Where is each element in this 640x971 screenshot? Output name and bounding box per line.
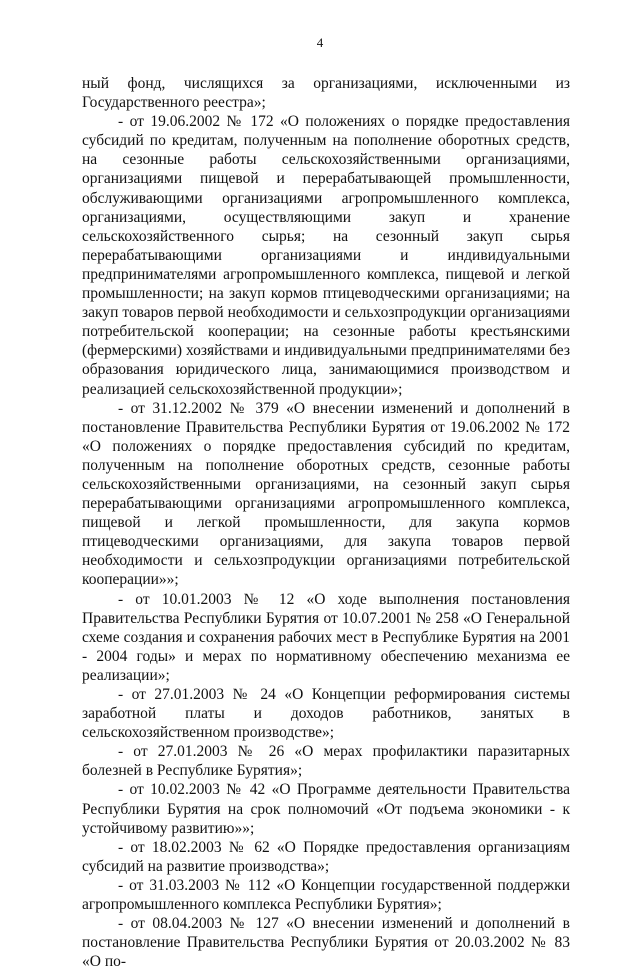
list-item-resolution-12: - от 10.01.2003 № 12 «О ходе выполнения постановления Правительства Республики Бурятия от 10.07.2001 № 258 «О Генеральной схеме создания и сохранения рабочих мест в Республике Бурятия на 2001 - 2004 годы» и мерах по нормативному обеспечению механизма ее реализации»; (82, 590, 570, 684)
list-item-resolution-24: - от 27.01.2003 № 24 «О Концепции реформирования системы заработной платы и доходов работников, занятых в сельскохозяйственном производстве»; (82, 686, 570, 742)
list-item-resolution-127: - от 08.04.2003 № 127 «О внесении изменений и дополнений в постановление Правительства Республики Бурятия от 20.03.2002 № 83 «О по- (82, 915, 570, 971)
paragraph-continuation: ный фонд, числящихся за организациями, исключенными из Государственного реестра»; (82, 75, 570, 112)
list-item-resolution-112: - от 31.03.2003 № 112 «О Концепции государственной поддержки агропромышленного комплекса Республики Бурятия»; (82, 876, 570, 914)
list-item-resolution-42: - от 10.02.2003 № 42 «О Программе деятельности Правительства Республики Бурятия на срок полномочий «От подъема экономики - к устойчивому развитию»»; (82, 781, 570, 837)
page-number: 4 (316, 35, 324, 50)
list-item-resolution-172: - от 19.06.2002 № 172 «О положениях о порядке предоставления субсидий по кредитам, полученным на пополнение оборотных средств, на сезонные работы сельскохозяйственными организациями, организациями пищевой и перерабатывающей промышленности, обслуживающими организациями агропромышленного комплекса, организациями, осуществляющими закуп и хранение сельскохозяйственного сырья; на сезонный закуп сырья перерабатывающими организациями и индивидуальными предпринимателями агропромышленного комплекса, пищевой и легкой промышленности; на закуп кормов птицеводческими организациями; на закуп товаров первой необходимости и сельхозпродукции организациями потребительской кооперации; на сезонные работы крестьянскими (фермерскими) хозяйствами и индивидуальными предпринимателями без образования юридического лица, занимающимися производством и реализацией сельскохозяйственной продукции»; (82, 113, 570, 398)
list-item-resolution-26: - от 27.01.2003 № 26 «О мерах профилактики паразитарных болезней в Республике Бурятия»; (82, 743, 570, 780)
document-body (82, 74, 570, 971)
list-item-resolution-379: - от 31.12.2002 № 379 «О внесении изменений и дополнений в постановление Правительства Республики Бурятия от 19.06.2002 № 172 «О положениях о порядке предоставления субсидий по кредитам, полученным на пополнение оборотных средств, сезонные работы сельскохозяйственными организациями, на сезонный закуп сырья перерабатывающими организациями агропромышленного комплекса, пищевой и легкой промышленности, для закупа кормов птицеводческими организациями, для закупа товаров первой необходимости и сельхозпродукции организациями потребительской кооперации»»; (82, 399, 570, 589)
list-item-resolution-62: - от 18.02.2003 № 62 «О Порядке предоставления организациям субсидий на развитие производства»; (82, 838, 570, 875)
